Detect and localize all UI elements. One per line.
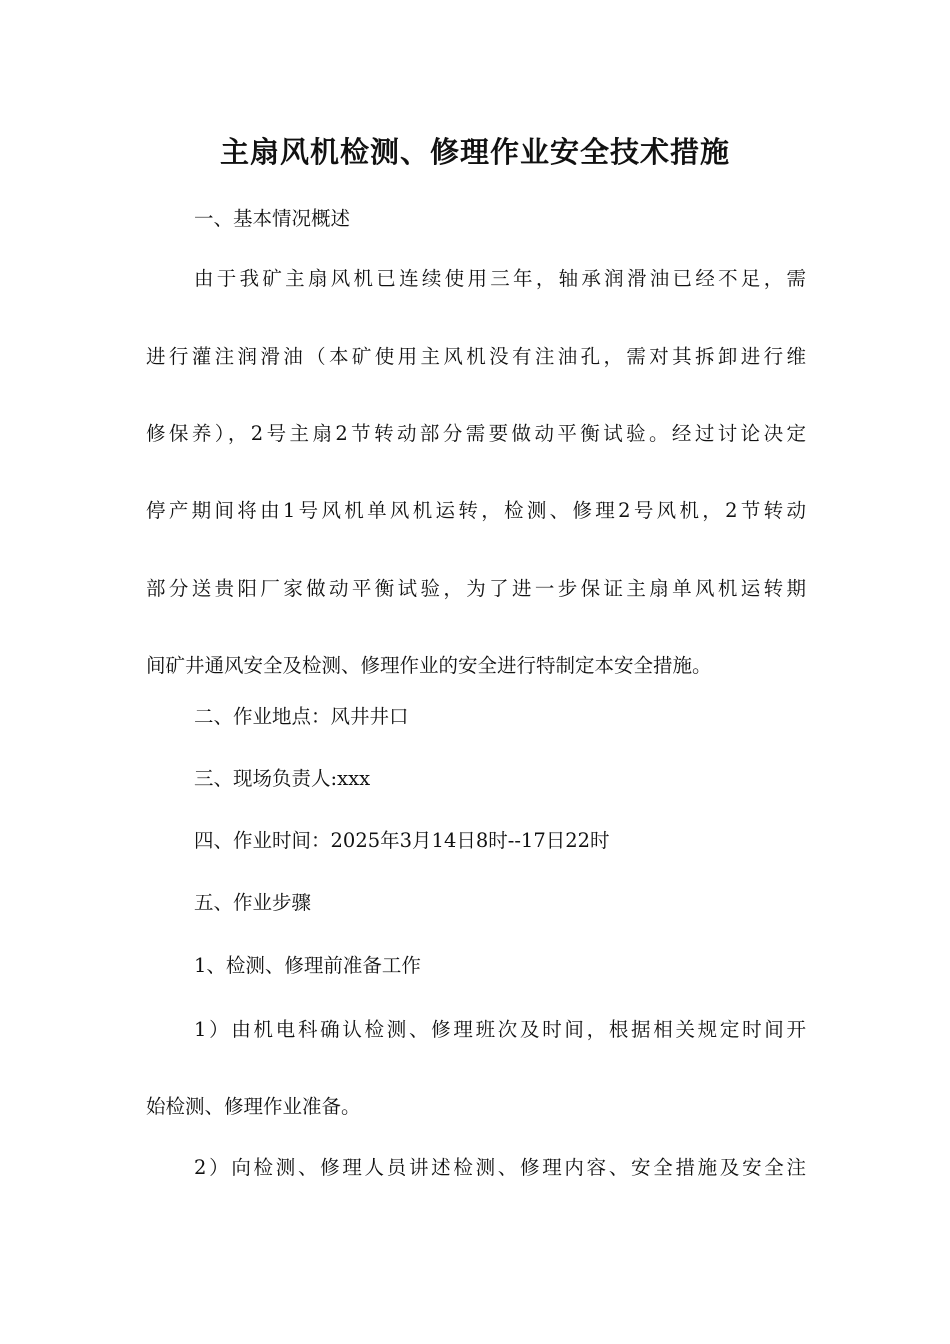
text-line: 三、现场负责人:xxx [194,767,371,790]
text-line: 四、作业时间：2025年3月14日8时--17日22时 [194,829,610,852]
text-line: 1）由机电科确认检测、修理班次及时间，根据相关规定时间开 [194,1018,806,1041]
text-line: 一、基本情况概述 [194,207,351,230]
text-line: 始检测、修理作业准备。 [146,1095,361,1118]
text-line: 1、检测、修理前准备工作 [194,954,421,977]
text-line: 进行灌注润滑油（本矿使用主风机没有注油孔，需对其拆卸进行维 [146,345,806,368]
document-title: 主扇风机检测、修理作业安全技术措施 [219,135,730,169]
text-line: 部分送贵阳厂家做动平衡试验，为了进一步保证主扇单风机运转期 [146,577,806,600]
text-line: 修保养），2号主扇2节转动部分需要做动平衡试验。经过讨论决定 [146,422,806,445]
text-line: 由于我矿主扇风机已连续使用三年，轴承润滑油已经不足，需 [194,267,806,290]
text-line: 停产期间将由1号风机单风机运转，检测、修理2号风机，2节转动 [146,499,806,522]
text-line: 五、作业步骤 [194,891,312,914]
text-line: 二、作业地点：风井井口 [194,705,409,728]
text-line: 2）向检测、修理人员讲述检测、修理内容、安全措施及安全注 [194,1156,806,1179]
text-line: 间矿井通风安全及检测、修理作业的安全进行特制定本安全措施。 [146,654,712,677]
